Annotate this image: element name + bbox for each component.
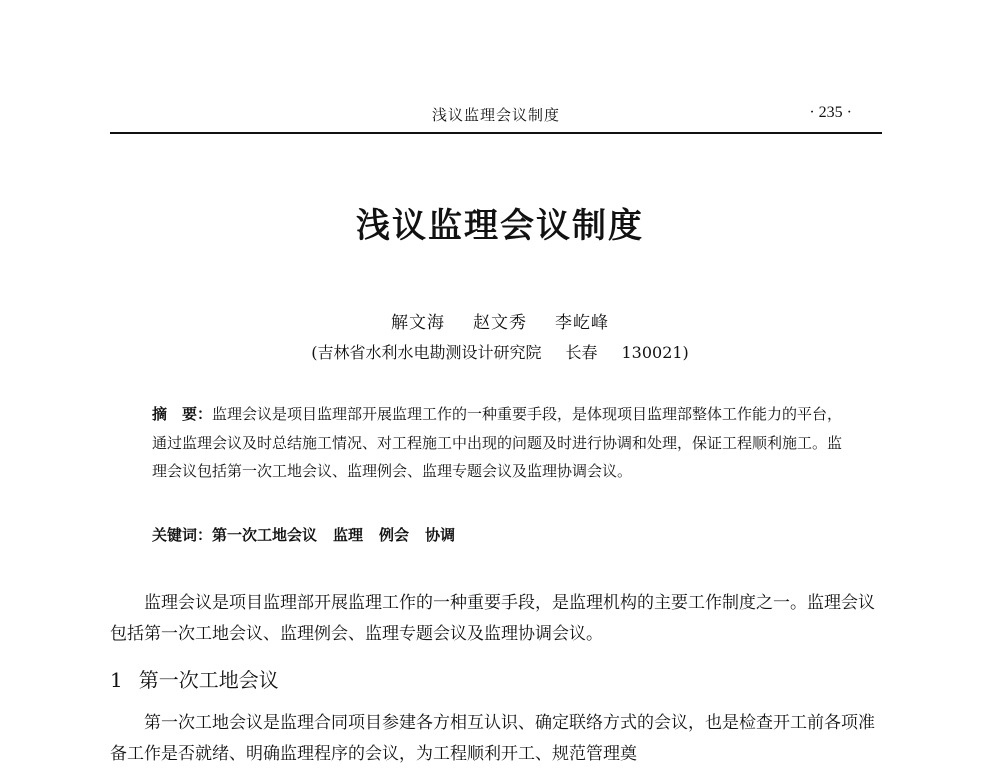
author-name: 李屹峰	[555, 313, 609, 333]
intro-paragraph: 监理会议是项目监理部开展监理工作的一种重要手段，是监理机构的主要工作制度之一。监理会议包括第一次工地会议、监理例会、监理专题会议及监理协调会议。	[110, 593, 875, 644]
keyword: 第一次工地会议	[212, 526, 318, 544]
keyword: 监理	[333, 526, 364, 544]
affiliation-institute: 吉林省水利水电勘测设计研究院	[317, 343, 542, 362]
keyword: 例会	[379, 526, 410, 544]
section-number: 1	[110, 668, 123, 692]
paper-title: 浅议监理会议制度	[356, 206, 644, 246]
abstract-label: 摘 要：	[152, 405, 213, 423]
header-rule	[110, 132, 882, 134]
section-heading	[110, 664, 279, 693]
author-name: 赵文秀	[473, 313, 527, 333]
abstract-text: 监理会议是项目监理部开展监理工作的一种重要手段，是体现项目监理部整体工作能力的平台，通过监理会议及时总结施工情况、对工程施工中出现的问题及时进行协调和处理，保证工程顺利施工。监理会议包括第一次工地会议、监理例会、监理专题会议及监理协调会议。	[152, 405, 843, 480]
affiliation-postcode: 130021	[621, 343, 683, 362]
keywords	[152, 524, 852, 545]
keyword: 协调	[425, 526, 456, 544]
affiliation-city: 长春	[565, 343, 598, 362]
section-title: 第一次工地会议	[138, 668, 279, 692]
affiliation-close-paren: )	[682, 343, 689, 362]
keywords-label: 关键词：	[152, 526, 213, 544]
affiliation-open-paren: (	[311, 343, 318, 362]
section-paragraph: 第一次工地会议是监理合同项目参建各方相互认识、确定联络方式的会议，也是检查开工前各项准备工作是否就绪、明确监理程序的会议，为工程顺利开工、规范管理奠	[110, 713, 875, 764]
author-list	[0, 308, 1000, 333]
affiliation	[0, 340, 1000, 363]
running-head-title: 浅议监理会议制度	[431, 106, 560, 124]
page-number: · 235 ·	[809, 104, 852, 121]
author-name: 解文海	[391, 313, 445, 333]
abstract	[152, 400, 852, 486]
running-head	[110, 104, 882, 128]
